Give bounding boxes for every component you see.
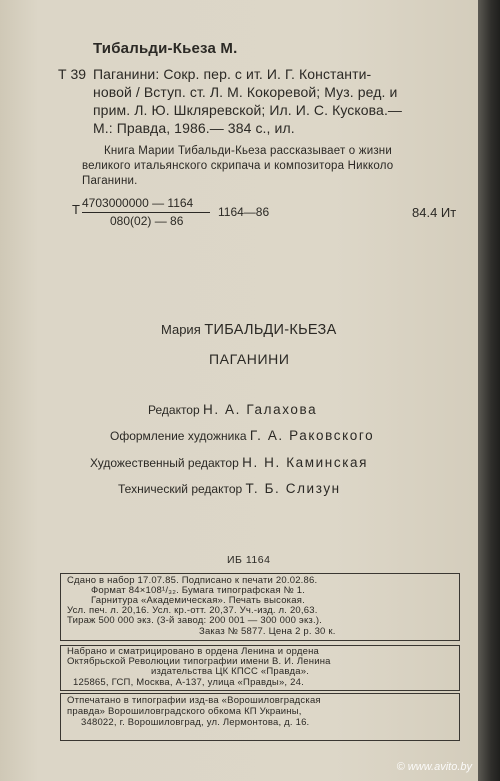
staff-name: Н. Н. Каминская — [242, 455, 369, 470]
staff-role: Технический редактор — [118, 482, 243, 496]
print-data-line: Тираж 500 000 экз. (3-й завод: 200 001 — 300 000 экз.). — [67, 615, 323, 626]
typesetting-line: Набрано и сматрицировано в ордена Ленина и ордена — [67, 646, 319, 657]
printing-line: правда» Ворошиловградского обкома КП Украины, — [67, 706, 302, 717]
index-denominator: 080(02) — 86 — [110, 214, 184, 228]
staff-role: Художественный редактор — [90, 456, 239, 470]
print-data-line: Формат 84×108¹/₃₂. Бумага типографская № 1. — [91, 585, 306, 596]
annotation-line: Паганини. — [82, 175, 138, 187]
staff-role: Редактор — [148, 403, 200, 417]
staff-role: Оформление художника — [110, 429, 247, 443]
bibliographic-line: Паганини: Сокр. пер. с ит. И. Г. Константи- — [93, 66, 372, 82]
bibliographic-line: М.: Правда, 1986.— 384 с., ил. — [93, 120, 295, 136]
index-numerator: 4703000000 — 1164 — [82, 196, 194, 210]
print-data-line: Усл. печ. л. 20,16. Усл. кр.-отт. 20,37. Уч.-изд. л. 20,63. — [67, 605, 318, 616]
index-suffix: 1164—86 — [218, 205, 270, 219]
staff-name: Т. Б. Слизун — [245, 481, 341, 496]
staff-designer — [110, 428, 374, 443]
catalog-author-heading: Тибальди-Кьеза М. — [93, 40, 238, 57]
typesetting-box — [60, 645, 460, 691]
staff-name: Г. А. Раковского — [249, 428, 375, 443]
print-data-line: Сдано в набор 17.07.85. Подписано к печати 20.02.86. — [67, 575, 318, 586]
bibliographic-line: новой / Вступ. ст. Л. М. Кокоревой; Муз. ред. и — [93, 84, 398, 100]
watermark: © www.avito.by — [396, 761, 472, 773]
classification-code: Т 39 — [58, 66, 87, 82]
title-page-author — [161, 322, 337, 338]
author-first-name: Мария — [161, 322, 201, 337]
bbk-code: 84.4 Ит — [412, 205, 457, 220]
staff-editor — [148, 402, 317, 417]
bibliographic-line: прим. Л. Ю. Шкляревской; Ил. И. С. Кускова.— — [93, 102, 403, 118]
staff-name: Н. А. Галахова — [203, 402, 318, 417]
typesetting-line: издательства ЦК КПСС «Правда». — [151, 666, 310, 677]
author-last-name: ТИБАЛЬДИ-КЬЕЗА — [204, 322, 337, 338]
staff-art-editor — [90, 455, 368, 470]
title-page-title: ПАГАНИНИ — [209, 351, 290, 367]
fraction-rule — [82, 212, 210, 213]
print-data-line: Заказ № 5877. Цена 2 р. 30 к. — [199, 626, 336, 637]
typesetting-line: 125865, ГСП, Москва, А-137, улица «Правды», 24. — [73, 677, 304, 688]
printing-line: Отпечатано в типографии изд-ва «Ворошиловградская — [67, 695, 321, 706]
annotation-line: Книга Марии Тибальди-Кьеза рассказывает о жизни — [104, 145, 392, 157]
book-gutter — [478, 0, 500, 781]
ib-number: ИБ 1164 — [227, 554, 271, 566]
print-data-line: Гарнитура «Академическая». Печать высокая. — [91, 595, 305, 606]
annotation-line: великого итальянского скрипача и композитора Никколо — [82, 160, 394, 172]
print-data-box — [60, 573, 460, 641]
staff-tech-editor — [118, 481, 341, 496]
index-prefix: Т — [72, 202, 80, 217]
typesetting-line: Октябрьской Революции типографии имени В. И. Ленина — [67, 656, 331, 667]
printing-line: 348022, г. Ворошиловград, ул. Лермонтова, д. 16. — [81, 717, 310, 728]
printing-box — [60, 693, 460, 741]
